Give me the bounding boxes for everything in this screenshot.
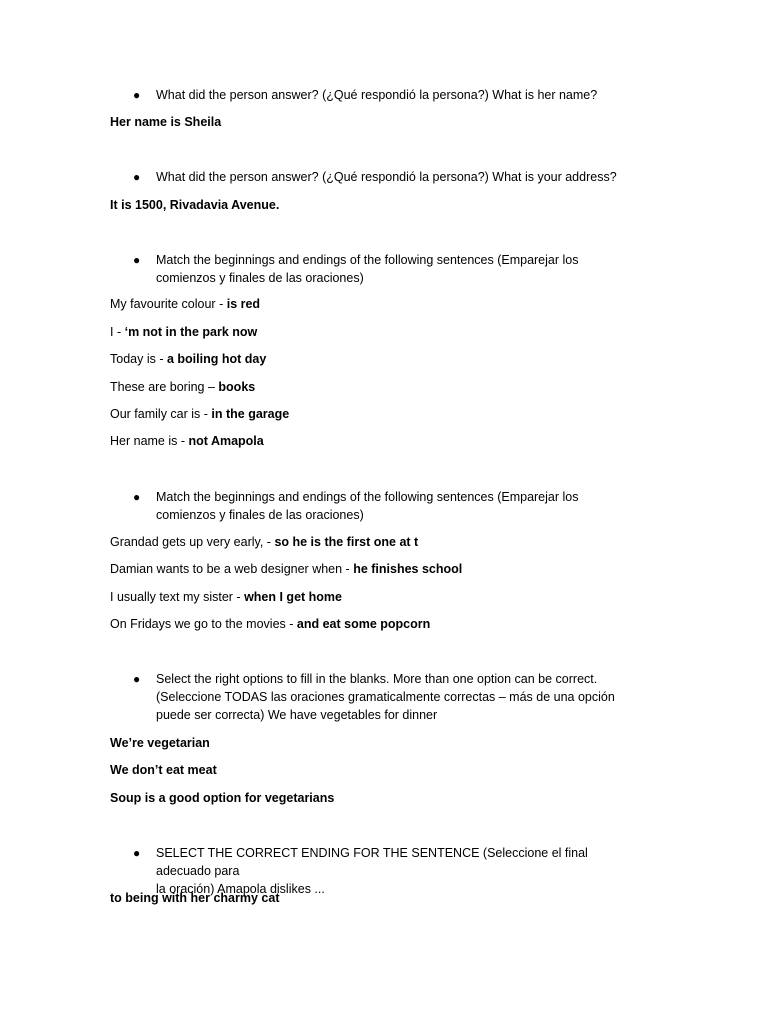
question-4-text [156,488,633,524]
match-row [110,615,430,633]
match-row [110,560,462,578]
match-end: so he is the first one at t [274,535,419,549]
bullet-icon: ● [133,88,141,102]
bullet-icon: ● [133,253,141,267]
question-2-text: What did the person answer? (¿Qué respondió la persona?) What is your address? [156,170,617,184]
match-start: Our family car is - [110,407,212,421]
match-start: These are boring – [110,380,219,394]
match-end: books [218,380,256,394]
match-end: and eat some popcorn [296,617,431,631]
match-end: he finishes school [353,562,463,576]
question-6-line-2: la oración) Amapola dislikes ... [156,882,325,896]
bullet-icon: ● [133,846,141,860]
match-row [110,323,257,341]
match-end: in the garage [211,407,290,421]
answer-option: Soup is a good option for vegetarians [110,791,335,805]
match-start: Damian wants to be a web designer when - [110,562,354,576]
question-5-text [156,670,633,724]
match-start: I - [110,325,125,339]
question-5-line-2: (Seleccione TODAS las oraciones gramaticalmente correctas – más de una opción [156,690,615,704]
answer-2: It is 1500, Rivadavia Avenue. [110,198,280,212]
question-1-text: What did the person answer? (¿Qué respondió la persona?) What is her name? [156,88,598,102]
answer-option: We’re vegetarian [110,736,210,750]
bullet-icon: ● [133,490,141,504]
match-start: My favourite colour - [110,297,227,311]
match-end: is red [226,297,261,311]
question-5-line-3: puede ser correcta) We have vegetables for dinner [156,708,438,722]
match-row [110,432,264,450]
question-3-line-1: Match the beginnings and endings of the following sentences (Emparejar los [156,253,579,267]
match-row [110,405,289,423]
question-1 [133,86,633,104]
match-row [110,350,266,368]
match-row [110,533,418,551]
question-2 [133,168,633,186]
question-4 [133,488,633,524]
match-row [110,295,260,313]
question-3-text [156,251,633,287]
match-start: Today is - [110,352,167,366]
bullet-icon: ● [133,170,141,184]
match-start: I usually text my sister - [110,590,245,604]
match-row [110,378,255,396]
question-5-line-1: Select the right options to fill in the blanks. More than one option can be correct. [156,672,598,686]
answer-option: We don’t eat meat [110,763,217,777]
bullet-icon: ● [133,672,141,686]
match-start: On Fridays we go to the movies - [110,617,297,631]
match-end: when I get home [244,590,342,604]
question-5 [133,670,633,724]
question-6-line-1: SELECT THE CORRECT ENDING FOR THE SENTENCE (Seleccione el final adecuado para [156,846,588,878]
question-4-line-2: comienzos y finales de las oraciones) [156,508,364,522]
question-3 [133,251,633,287]
match-row [110,588,342,606]
match-end: a boiling hot day [166,352,267,366]
match-start: Her name is - [110,434,189,448]
question-3-line-2: comienzos y finales de las oraciones) [156,271,364,285]
answer-1: Her name is Sheila [110,115,222,129]
question-4-line-1: Match the beginnings and endings of the following sentences (Emparejar los [156,490,579,504]
match-end: not Amapola [188,434,264,448]
answer-6: to being with her charmy cat [110,891,280,905]
match-start: Grandad gets up very early, - [110,535,275,549]
match-end: ‘m not in the park now [124,325,258,339]
